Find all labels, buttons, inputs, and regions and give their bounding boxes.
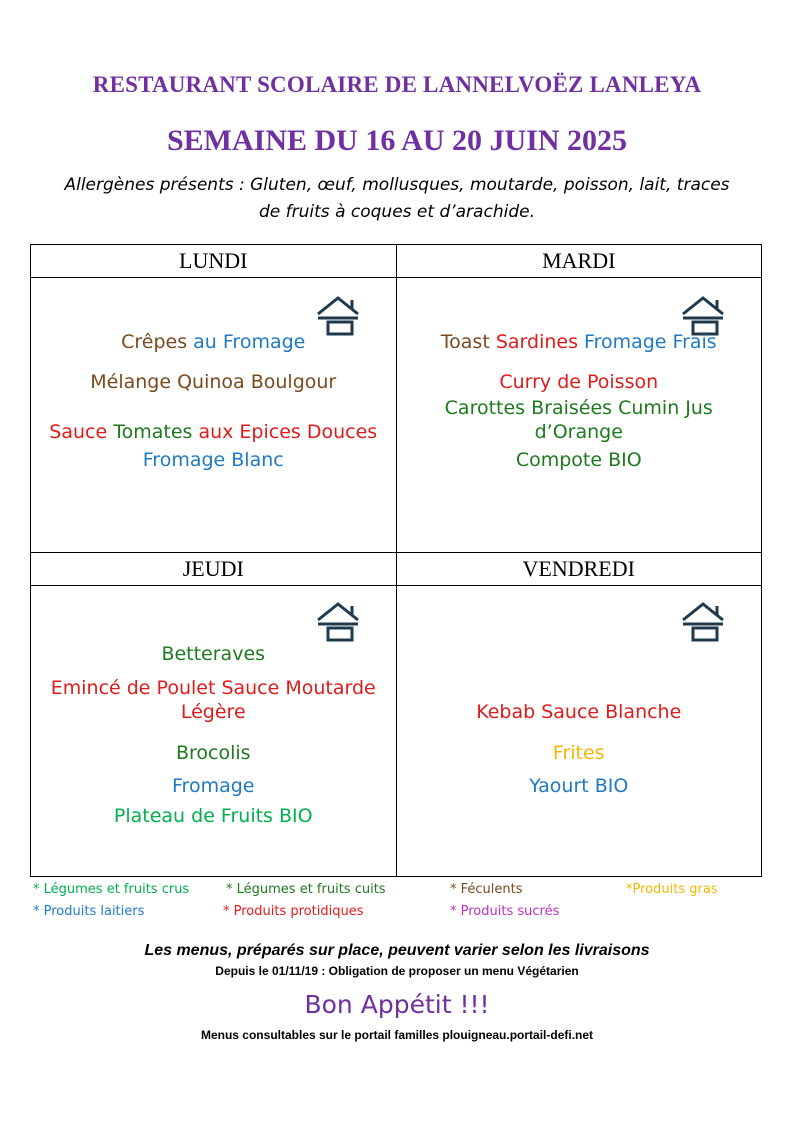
menu-cell-tuesday (396, 278, 762, 553)
legend-sweet: * Produits sucrés (450, 904, 560, 919)
menu-line (31, 741, 396, 765)
menu-line (31, 370, 396, 394)
restaurant-title: RESTAURANT SCOLAIRE DE LANNELVOËZ LANLEYA (92, 72, 702, 97)
menu-line (31, 676, 396, 700)
legend-cooked-produce: * Légumes et fruits cuits (226, 882, 386, 897)
vegetarian-note: Depuis le 01/11/19 : Obligation de proposer un menu Végétarien (215, 964, 579, 978)
menu-item-part: Crêpes (121, 331, 188, 353)
menu-item-part: Curry de Poisson (499, 371, 659, 393)
allergens-line-1: Allergènes présents : Gluten, œuf, mollusques, moutarde, poisson, lait, traces (64, 175, 730, 195)
allergens-notice (20, 172, 774, 226)
menu-item-part: Tomates (113, 421, 193, 443)
delivery-note: Les menus, préparés sur place, peuvent varier selon les livraisons (144, 942, 650, 959)
menu-item-part: Fromage (172, 775, 255, 797)
menu-line (31, 420, 396, 444)
menu-cell-thursday (31, 586, 397, 877)
day-header-thursday: JEUDI (31, 553, 397, 586)
portal-note: Menus consultables sur le portail familles plouigneau.portail-defi.net (200, 1028, 594, 1042)
menu-item-part: Brocolis (175, 742, 251, 764)
menu-cell-monday (31, 278, 397, 553)
menu-line (31, 774, 396, 798)
day-header-monday: LUNDI (31, 245, 397, 278)
legend-dairy: * Produits laitiers (33, 904, 145, 919)
legend-starch: * Féculents (450, 882, 523, 897)
bon-appetit: Bon Appétit !!! (304, 990, 490, 1019)
day-header-friday: VENDREDI (396, 553, 762, 586)
day-header-tuesday: MARDI (396, 245, 762, 278)
menu-item-part: Légère (180, 701, 246, 723)
menu-line (397, 741, 762, 765)
weekly-menu-table (30, 244, 762, 877)
menu-item-part: Compote BIO (515, 449, 642, 471)
week-title: SEMAINE DU 16 AU 20 JUIN 2025 (166, 124, 628, 157)
homemade-house-icon (681, 602, 725, 642)
menu-cell-friday (396, 586, 762, 877)
menu-item-part: Plateau de Fruits BIO (113, 805, 313, 827)
legend-fresh-produce: * Légumes et fruits crus (33, 882, 190, 897)
menu-item-part: au Fromage (187, 331, 306, 353)
legend-protein: * Produits protidiques (223, 904, 364, 919)
menu-line (397, 420, 762, 444)
menu-line (397, 774, 762, 798)
menu-line (31, 804, 396, 828)
menu-line (31, 642, 396, 666)
menu-item-part: d’Orange (534, 421, 623, 443)
menu-item-part: Sauce (49, 421, 114, 443)
menu-item-part: Emincé de Poulet Sauce Moutarde (50, 677, 376, 699)
menu-item-part: Toast (440, 331, 496, 353)
menu-item-part: Mélange Quinoa Boulgour (90, 371, 337, 393)
menu-item-part: Yaourt BIO (529, 775, 629, 797)
menu-line (31, 330, 396, 354)
menu-line (31, 700, 396, 724)
menu-line (31, 448, 396, 472)
menu-line (397, 396, 762, 420)
menu-item-part: aux Epices Douces (192, 421, 378, 443)
menu-item-part: Fromage Frais (577, 331, 717, 353)
menu-item-part: Fromage Blanc (142, 449, 284, 471)
allergens-line-2: de fruits à coques et d’arachide. (259, 202, 535, 222)
menu-line (397, 330, 762, 354)
homemade-house-icon (316, 602, 360, 642)
menu-item-part: Kebab Sauce Blanche (476, 701, 682, 723)
legend-fat: *Produits gras (626, 882, 718, 897)
menu-line (397, 448, 762, 472)
menu-item-part: Betteraves (161, 643, 266, 665)
menu-line (397, 370, 762, 394)
menu-item-part: Carottes Braisées Cumin Jus (444, 397, 713, 419)
menu-item-part: Frites (552, 742, 605, 764)
menu-line (397, 700, 762, 724)
menu-item-part: Sardines (495, 331, 578, 353)
